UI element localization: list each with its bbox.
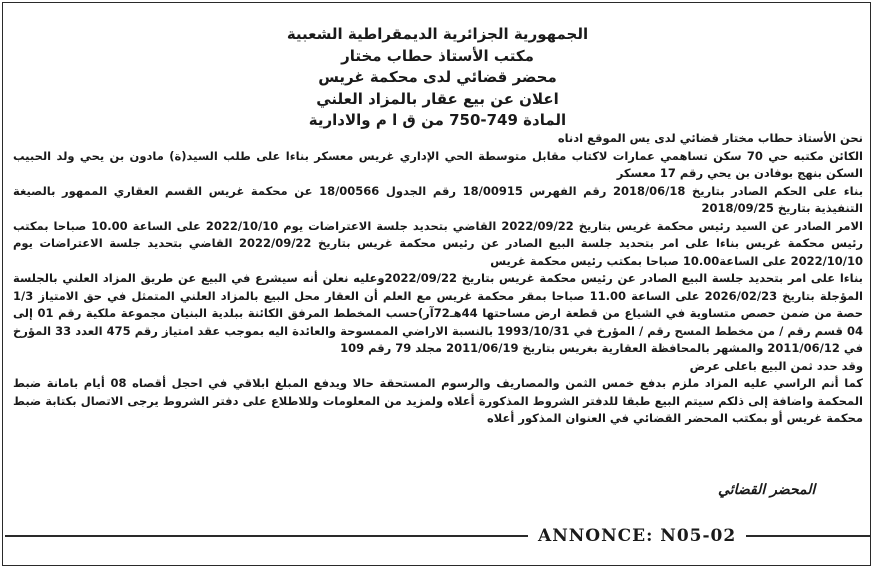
legal-article: المادة 749-750 من ق ا م والادارية: [308, 111, 567, 129]
bailiff-intro: نحن الأستاذ حطاب مختار قضائي لدى يس الموقع ادناه: [557, 131, 863, 145]
notice-body: [13, 130, 863, 428]
republic-heading: الجمهورية الجزائرية الديمقراطية الشعبية: [286, 25, 589, 43]
annonce-number: ANNONCE: N05-02: [528, 526, 746, 546]
notice-title: اعلان عن بيع عقار بالمزاد العلني: [316, 89, 559, 108]
bailiff-heading: محضر قضائي لدى محكمة غريس: [318, 68, 557, 86]
price-paragraph: وقد حدد ثمن البيع باعلى عرض: [689, 358, 863, 373]
requester-paragraph: الكائن مكتبه حي 70 سكن تساهمي عمارات لاكتاب مقابل متوسطة الحي الإداري غريس معسكر بناءا على طلب السيد(ة) مادون بن يحي ولد الحبيب السكن بنهج بوفادن بن يحي رقم 17 معسكر: [13, 148, 863, 180]
auction-paragraph: بناءا على امر بتحديد جلسة البيع الصادر عن رئيس محكمة غريس بتاريخ 2022/09/22وعليه نعلن أنه سيشرع في البيع عن طريق المزاد العلني بالجلسة المؤجلة بتاريخ 2026/02/23 على الساعة 11.00 صباحا بمقر محكمة غريس مع العلم أن العقار محل البيع بالمزاد العلني المتمثل في حق الامتياز 1/3 حصة من ضمن حصص متساوية في الشياع من قطعة ارض مساحتها 44هـ72آر)حسب المخطط المرفق الكائنة ببلدية البنيان مجموعة ملكية رقم 01 إلى 04 قسم رقم / من مخطط المسح رقم / المؤرخ في 1993/10/31 بالنسبة الاراضي الممسوحة والعائدة اليه بموجب عقد امتياز رقم 475 العدد 33 المؤرخ في 2011/06/12 والمشهر بالمحافظة العقارية بغريس بتاريخ 2011/06/19 مجلد 79 رقم 109: [13, 271, 864, 355]
office-heading: مكتب الأستاذ حطاب مختار: [341, 46, 534, 65]
payment-terms-paragraph: كما أنم الراسي عليه المزاد ملزم بدفع خمس الثمن والمصاريف والرسوم المستحقة حالا ويدفع المبلغ ابلاقي في احجل أقصاه 08 أيام بامانة ضبط المحكمة واضافة إلى ذلكم سيتم البيع طبقا للدفتر الشروط المذكورة أعلاه ولمزيد من المعلومات وللاطلاع على دفتر الشروط يرجى الاتصال بكتابة ضبط محكمة غريس أو بمكتب المحضر القضائي في العنوان المذكور أعلاه: [13, 376, 863, 425]
notice-header: [0, 24, 875, 132]
bailiff-signature: المحضر القضائي: [718, 482, 816, 498]
judgment-paragraph: بناء على الحكم الصادر بتاريخ 2018/06/18 رقم الفهرس 18/00915 رقم الجدول 18/00566 عن محكمة غريس القسم العقاري الممهور بالصيغة التنفيذية بتاريخ 2018/09/25: [13, 183, 864, 215]
order-paragraph: الامر الصادر عن السيد رئيس محكمة غريس بتاريخ 2022/09/22 القاضي بتحديد جلسة الاعتراضات يوم 2022/10/10 على الساعة 10.00 صباحا بمكتب رئيس محكمة غريس بناءا على امر بتحديد جلسة البيع الصادر عن رئيس محكمة غريس بتاريخ 2022/09/22 القاضي بتحديد جلسة الاعتراضات يوم 2022/10/10 على الساعة10.00 صباحا بمكتب رئيس محكمة غريس: [13, 218, 864, 268]
